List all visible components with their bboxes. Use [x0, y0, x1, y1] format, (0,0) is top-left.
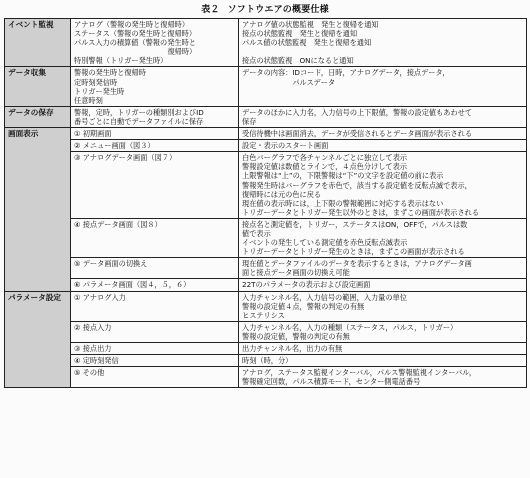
item-cell	[71, 355, 239, 367]
item-cell	[71, 67, 239, 106]
description-line: 接点名と測定値を，トリガー，ステータスはON，OFFで，パルスは数	[242, 219, 468, 229]
item-line: 警報，定時，トリガーの種類別およびID	[74, 107, 204, 117]
table-row	[5, 291, 527, 321]
description-line: データの内容：IDコード，日時，アナログデータ，接点データ，	[242, 68, 450, 78]
table-row	[5, 67, 527, 106]
item-line: ① 初期画面	[74, 129, 112, 139]
caption-number: 表２	[201, 5, 220, 15]
description-line: 白色バーグラフで各チャンネルごとに独立して表示	[242, 153, 408, 163]
description-line: トリガーデータとトリガー発生のときは，まずこの画面が表示される	[242, 247, 465, 257]
description-line: 復帰時には元の色に戻る	[242, 189, 322, 199]
description-line: アナログ，ステータス監視インターバル，パルス警報監視インターバル，	[242, 368, 477, 378]
category-cell: イベント監視	[5, 19, 71, 67]
item-cell	[71, 19, 239, 67]
description-line: 接点の状態監視 ONになると通知	[242, 56, 354, 66]
item-line: ⑤ その他	[74, 368, 105, 378]
item-line: ④ 接点データ画面（図８）	[74, 219, 162, 229]
table-row	[5, 367, 527, 388]
table-row	[5, 258, 527, 279]
description-cell	[239, 367, 527, 388]
item-line: ② 接点入力	[74, 322, 112, 332]
description-line: 警報発生時はバーグラフを赤色で，該当する設定値を反転点滅で表示，	[242, 180, 472, 190]
item-cell	[71, 367, 239, 388]
description-line	[242, 47, 523, 56]
item-line: トリガー発生時	[74, 86, 125, 96]
table-row	[5, 128, 527, 140]
item-line: 復帰時）	[74, 47, 197, 57]
category-cell: データの保存	[5, 106, 71, 127]
description-line: 現在値とデータファイルのデータを表示するときは，アナログデータ画	[242, 259, 472, 269]
description-cell	[239, 67, 527, 106]
item-cell	[71, 321, 239, 342]
table-row	[5, 343, 527, 355]
description-cell	[239, 140, 527, 152]
description-line: トリガーデータとトリガー発生以外のときは，まずこの画面が表示される	[242, 207, 480, 217]
description-line: 受信待機中は画面消去，データが受信されるとデータ画面が表示される	[242, 129, 473, 139]
item-cell	[71, 106, 239, 127]
table-row	[5, 140, 527, 152]
description-line: 面と接点データ画面の切換え可能	[242, 268, 350, 278]
description-cell	[239, 343, 527, 355]
description-line: 現在値の表示時には，上下限の警報範囲に対応する表示はない	[242, 198, 444, 208]
item-line: アナログ（警報の発生時と復帰時）	[74, 20, 190, 29]
table-caption	[0, 2, 530, 15]
table-row	[5, 355, 527, 367]
spec-table-body	[5, 19, 527, 388]
item-line: ① アナログ入力	[74, 292, 126, 302]
item-line: パルス入力の積算値（警報の発生時と	[74, 38, 196, 48]
description-cell	[239, 106, 527, 127]
item-cell	[71, 140, 239, 152]
description-line: 接点の状態監視 発生と復帰を通知	[242, 29, 358, 39]
item-line: 番号ごとに自動でデータファイルに保存	[74, 116, 204, 126]
item-line: ③ 接点出力	[74, 344, 112, 353]
item-line: 任意時刻	[74, 95, 103, 105]
category-cell: パラメータ設定	[5, 291, 71, 388]
item-line: ⑤ データ画面の切換え	[74, 259, 148, 269]
item-cell	[71, 258, 239, 279]
description-line: イベントの発生している測定値を赤色反転点滅表示	[242, 238, 408, 248]
description-line: 警報確定回数，パルス積算モード，センター側電話番号	[242, 377, 421, 387]
item-line: 定時刻発信時	[74, 77, 118, 87]
item-line: ステータス（警報の発生時と復帰時）	[74, 29, 197, 39]
item-cell	[71, 128, 239, 140]
item-line: ④ 定時刻発信	[74, 356, 119, 366]
category-cell: 画面表示	[5, 128, 71, 292]
description-line: 値で表示	[242, 228, 271, 238]
description-line: 22Tのパラメータの表示および設定画面	[242, 280, 371, 290]
item-cell	[71, 218, 239, 257]
description-line: 警報の設定値，警報の判定の有無	[242, 331, 350, 341]
description-cell	[239, 19, 527, 67]
item-cell	[71, 291, 239, 321]
description-line: データのほかに入力名，入力信号の上下限値，警報の設定値もあわせて	[242, 107, 473, 117]
item-line: 警報の発生時と復帰時	[74, 68, 146, 78]
description-cell	[239, 291, 527, 321]
item-line: 特別警報（トリガー発生時）	[74, 56, 168, 66]
caption-title: ソフトウエアの概要仕様	[227, 5, 329, 15]
description-line: 警報設定値は数値とラインで，４点色分けして表示	[242, 162, 407, 172]
description-line: 上限警報は“上”の，下限警報は“下”の文字を設定値の前に表示	[242, 171, 444, 181]
description-line: ヒステリシス	[242, 310, 285, 320]
item-line: ② メニュー画面（図３）	[74, 141, 155, 151]
description-cell	[239, 218, 527, 257]
description-line: 入力チャンネル名，入力信号の範囲，入力量の単位	[242, 292, 407, 302]
item-cell	[71, 343, 239, 355]
table-row	[5, 218, 527, 257]
description-line: 設定・表示のスタート画面	[242, 141, 329, 151]
description-cell	[239, 355, 527, 367]
description-cell	[239, 279, 527, 291]
item-cell	[71, 152, 239, 219]
category-cell: データ収集	[5, 67, 71, 106]
table-row	[5, 321, 527, 342]
description-line: 時刻（時，分）	[242, 356, 293, 366]
description-line: 入力チャンネル名，入力の種類（ステータス，パルス，トリガー）	[242, 322, 458, 332]
description-line: 出力チャンネル名，出力の有無	[242, 344, 343, 353]
description-cell	[239, 258, 527, 279]
spec-table	[4, 18, 527, 388]
item-cell	[71, 279, 239, 291]
description-line: パルスデータ	[242, 77, 336, 87]
description-cell	[239, 321, 527, 342]
description-line: アナログ値の状態監視 発生と復帰を通知	[242, 20, 379, 29]
description-cell	[239, 152, 527, 219]
table-row	[5, 19, 527, 67]
table-row	[5, 152, 527, 219]
item-line: ③ アナログデータ画面（図７）	[74, 153, 177, 163]
description-cell	[239, 128, 527, 140]
item-line: ⑥ パラメータ画面（図４，５，６）	[74, 280, 191, 290]
description-line: 警報の設定値４点，警報の判定の有無	[242, 301, 365, 311]
table-row	[5, 106, 527, 127]
description-line: パルス値の状態監視 発生と復帰を通知	[242, 38, 372, 48]
table-row	[5, 279, 527, 291]
description-line: 保存	[242, 116, 257, 126]
